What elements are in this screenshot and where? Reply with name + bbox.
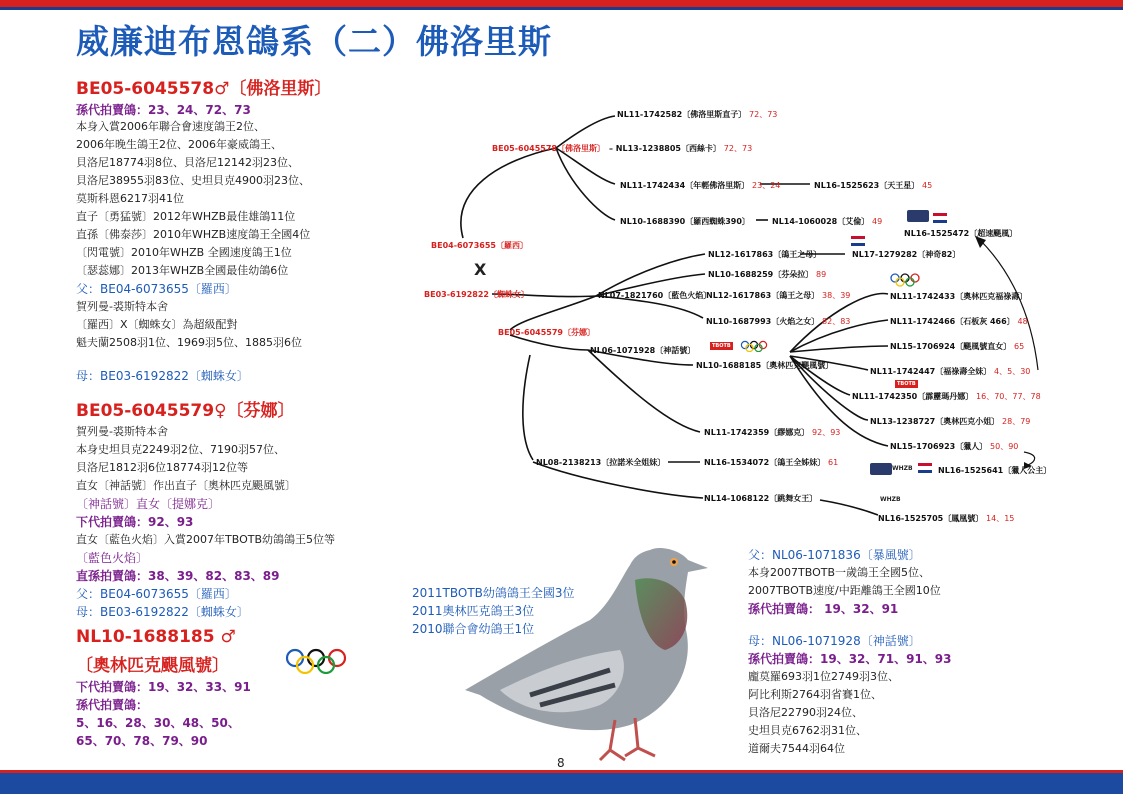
node-name: NL16-1525623〔天王星〕 bbox=[814, 181, 920, 190]
node-name: BE05-6045578〔佛洛里斯〕 bbox=[492, 144, 605, 153]
node-nl08-2138213 bbox=[536, 457, 665, 468]
desc-line: 2006年晚生鴿王2位、2006年豪威鴿王、 bbox=[76, 138, 282, 151]
node-name: NL10-1688390〔羅西蜘蛛390〕 bbox=[620, 217, 750, 226]
node-nl12-1617863-b bbox=[706, 290, 850, 301]
father-line: 父：BE04-6073655〔羅西〕 bbox=[76, 587, 237, 601]
tbotb-logo: TBOTB bbox=[897, 381, 916, 387]
node-nums: 72、73 bbox=[723, 144, 753, 153]
desc-line: 貝洛尼38955羽83位、史坦貝克4900羽23位、 bbox=[76, 174, 310, 187]
desc-line: 莫斯科恩6217羽41位 bbox=[76, 192, 184, 205]
node-name: NL13-1238727〔奧林匹克小姐〕 bbox=[870, 417, 1000, 426]
node-nums: 48 bbox=[1017, 317, 1028, 326]
desc-line: 直女〔藍色火焰〕入賞2007年TBOTB幼鴿鴿王5位等 bbox=[76, 533, 335, 546]
desc-line: 〔瑟蕊娜〕2013年WHZB全國最佳幼鴿6位 bbox=[76, 264, 289, 277]
node-name: NL16-1534072〔鴿王全姊妹〕 bbox=[704, 458, 826, 467]
blue-fire-line: 〔藍色火焰〕 bbox=[76, 551, 149, 565]
node-name: NL16-1525472〔超速颶風〕 bbox=[904, 229, 1018, 238]
dutch-flag-icon bbox=[933, 213, 947, 223]
node-name: NL16-1525641〔獵人公主〕 bbox=[938, 466, 1052, 475]
node-nl16-1525472 bbox=[904, 228, 1017, 239]
node-nums: 14、15 bbox=[986, 514, 1015, 523]
page-number: 8 bbox=[557, 756, 565, 770]
node-nums: 16、70、77、78 bbox=[976, 392, 1041, 401]
node-be03-6192822 bbox=[424, 289, 529, 300]
node-name: BE03-6192822〔蜘蛛女〕 bbox=[424, 290, 529, 299]
olympic-rings-icon bbox=[740, 340, 768, 352]
breeder-line: 賀列曼-裘斯特本舍 bbox=[76, 300, 168, 313]
grand-label: 孫代拍賣鴿： bbox=[76, 698, 149, 712]
caption-line: 2011TBOTB幼鴿鴿王全國3位 bbox=[412, 586, 575, 600]
node-nl15-1706923 bbox=[890, 441, 1018, 452]
node-nums: 49 bbox=[872, 217, 883, 226]
mother-line: 母：BE03-6192822〔蜘蛛女〕 bbox=[76, 369, 249, 383]
desc-line: 〔閃電號〕2010年WHZB 全國速度鴿王1位 bbox=[76, 246, 292, 259]
mother-desc: 史坦貝克6762羽31位、 bbox=[748, 724, 867, 737]
node-name: NL10-1688185〔奧林匹克颶風號〕 bbox=[696, 361, 834, 370]
desc-line: 本身入賞2006年聯合會速度鴿王2位、 bbox=[76, 120, 265, 133]
node-nl11-1742582 bbox=[617, 109, 777, 120]
node-nl07-1821760 bbox=[598, 290, 711, 301]
auction-label: 孫代拍賣鴿：23、24、72、73 bbox=[76, 103, 251, 117]
pigeon-photo bbox=[460, 520, 720, 770]
mother-line: 母：NL06-1071928〔神話號〕 bbox=[748, 634, 921, 648]
node-nl11-1742433 bbox=[890, 291, 1027, 302]
node-name: NL14-1060028〔艾倫〕 bbox=[772, 217, 870, 226]
node-nl11-1742447 bbox=[870, 366, 1030, 377]
node-nl11-1742434 bbox=[620, 180, 780, 191]
node-nums: 38、39 bbox=[822, 291, 851, 300]
grand-line: 5、16、28、30、48、50、 bbox=[76, 716, 240, 730]
section-heading: BE05-6045578♂〔佛洛里斯〕 bbox=[76, 79, 332, 99]
node-nums: 82、83 bbox=[822, 317, 851, 326]
node-name: BE04-6073655〔羅西〕 bbox=[431, 241, 528, 250]
node-nl10-1688259 bbox=[708, 269, 826, 280]
caption-line: 2010聯合會幼鴿王1位 bbox=[412, 622, 535, 636]
desc-line: 貝洛尼1812羽6位18774羽12位等 bbox=[76, 461, 248, 474]
node-name: NL11-1742359〔繆娜克〕 bbox=[704, 428, 810, 437]
node-nl16-1525623 bbox=[814, 180, 932, 191]
node-nl11-1742359 bbox=[704, 427, 840, 438]
node-name: NL12-1617863〔鴿王之母〕 bbox=[706, 291, 820, 300]
whzb-label: WHZB bbox=[880, 496, 901, 503]
whzb-logo-icon bbox=[907, 210, 929, 222]
cross-symbol: X bbox=[474, 260, 487, 279]
tbotb-logo: TBOTB bbox=[712, 343, 731, 349]
olympic-rings-icon bbox=[890, 273, 920, 287]
node-name: – NL13-1238805〔西絲卡〕 bbox=[609, 144, 721, 153]
node-nl14-1060028 bbox=[772, 216, 882, 227]
desc-line: 本身史坦貝克2249羽2位、7190羽57位、 bbox=[76, 443, 285, 456]
node-name: NL11-1742434〔年輕佛洛里斯〕 bbox=[620, 181, 750, 190]
photo-caption bbox=[412, 584, 575, 638]
section-subheading: 〔奧林匹克颶風號〕 bbox=[76, 656, 229, 676]
node-nums: 89 bbox=[816, 270, 827, 279]
desc-line: 直子〔勇猛號〕2012年WHZB最佳雄鴿11位 bbox=[76, 210, 296, 223]
node-nl16-1525641 bbox=[938, 465, 1051, 476]
granddaughter-line: 〔神話號〕直女〔提娜克〕 bbox=[76, 497, 221, 511]
desc-line: 賀列曼-裘斯特本舍 bbox=[76, 425, 168, 438]
dutch-flag-icon bbox=[851, 236, 865, 246]
node-name: NL08-2138213〔拉諾米全姐妹〕 bbox=[536, 458, 666, 467]
results-line: 魁夫蘭2508羽1位、1969羽5位、1885羽6位 bbox=[76, 336, 302, 349]
father-auction: 孫代拍賣鴿： 19、32、91 bbox=[748, 602, 899, 616]
mother-desc: 阿比利斯2764羽省賽1位、 bbox=[748, 688, 882, 701]
node-nums: 4、5、30 bbox=[994, 367, 1031, 376]
section-heading: NL10-1688185 ♂ bbox=[76, 627, 236, 647]
node-be04-6073655 bbox=[431, 240, 528, 251]
node-name: BE05-6045579〔芬娜〕 bbox=[498, 328, 595, 337]
node-name: NL06-1071928〔神話號〕 bbox=[590, 346, 696, 355]
node-nums: 92、93 bbox=[812, 428, 841, 437]
node-nl10-1688185 bbox=[696, 360, 833, 371]
node-nl16-1534072 bbox=[704, 457, 838, 468]
mother-line: 母：BE03-6192822〔蜘蛛女〕 bbox=[76, 605, 249, 619]
node-name: NL07-1821760〔藍色火焰〕 bbox=[598, 291, 712, 300]
mother-desc: 龐莫羅693羽1位2749羽3位、 bbox=[748, 670, 899, 683]
mother-auction: 孫代拍賣鴿：19、32、71、91、93 bbox=[748, 652, 952, 666]
father-line: 父：BE04-6073655〔羅西〕 bbox=[76, 282, 237, 296]
mother-desc: 道爾夫7544羽64位 bbox=[748, 742, 845, 755]
node-nl11-1742466 bbox=[890, 316, 1028, 327]
parents-section bbox=[748, 546, 952, 758]
pairing-line: 〔羅西〕X〔蜘蛛女〕為超級配對 bbox=[76, 318, 238, 331]
direct-auction: 直孫拍賣鴿：38、39、82、83、89 bbox=[76, 569, 280, 583]
node-name: NL12-1617863〔鴿王之母〕 bbox=[708, 250, 822, 259]
caption-line: 2011奧林匹克鴿王3位 bbox=[412, 604, 535, 618]
page-title: 威廉迪布恩鴿系（二）佛洛里斯 bbox=[76, 22, 552, 61]
desc-line: 貝洛尼18774羽8位、貝洛尼12142羽23位、 bbox=[76, 156, 299, 169]
father-desc: 2007TBOTB速度/中距離鴿王全國10位 bbox=[748, 584, 941, 597]
node-nums: 50、90 bbox=[990, 442, 1019, 451]
node-name: NL11-1742582〔佛洛里斯直子〕 bbox=[617, 110, 747, 119]
whzb-logo-icon bbox=[870, 463, 892, 475]
section-heading: BE05-6045579♀〔芬娜〕 bbox=[76, 401, 295, 421]
father-desc: 本身2007TBOTB一歲鴿王全國5位、 bbox=[748, 566, 930, 579]
node-nl11-1742350 bbox=[852, 391, 1041, 402]
node-nums: 65 bbox=[1014, 342, 1025, 351]
node-nums: 23、24 bbox=[752, 181, 781, 190]
node-nl10-1688390 bbox=[620, 216, 750, 227]
node-name: NL11-1742433〔奧林匹克福祿壽〕 bbox=[890, 292, 1028, 301]
node-nl13-1238727 bbox=[870, 416, 1030, 427]
node-name: NL14-1068122〔跳舞女王〕 bbox=[704, 494, 818, 503]
node-nums: 72、73 bbox=[749, 110, 778, 119]
node-name: NL10-1687993〔火焰之女〕 bbox=[706, 317, 820, 326]
node-nl10-1687993 bbox=[706, 316, 850, 327]
node-nums: 61 bbox=[828, 458, 839, 467]
node-name: NL11-1742350〔霹靂瑪丹娜〕 bbox=[852, 392, 974, 401]
node-nl14-1068122 bbox=[704, 493, 817, 504]
node-nl15-1706924 bbox=[890, 341, 1024, 352]
node-nl13-1238805 bbox=[609, 143, 752, 154]
node-nl06-1071928 bbox=[590, 345, 695, 356]
node-nums: 28、79 bbox=[1002, 417, 1031, 426]
node-name: NL10-1688259〔芬朵拉〕 bbox=[708, 270, 814, 279]
node-name: NL11-1742447〔福祿壽全妹〕 bbox=[870, 367, 992, 376]
node-be05-6045579 bbox=[498, 327, 595, 338]
mother-desc: 貝洛尼22790羽24位、 bbox=[748, 706, 863, 719]
dutch-flag-icon bbox=[918, 463, 932, 473]
node-name: NL16-1525705〔鳳凰號〕 bbox=[878, 514, 984, 523]
node-name: NL15-1706924〔颶風號直女〕 bbox=[890, 342, 1012, 351]
node-be05-6045578 bbox=[492, 143, 605, 154]
node-nl17-1279282 bbox=[852, 249, 960, 260]
node-nl12-1617863-a bbox=[708, 249, 821, 260]
node-nums: 45 bbox=[922, 181, 933, 190]
desc-line: 直孫〔佛泰莎〕2010年WHZB速度鴿王全國4位 bbox=[76, 228, 311, 241]
desc-auction: 下代拍賣鴿：19、32、33、91 bbox=[76, 680, 251, 694]
desc-line: 直女〔神話號〕作出直子〔奧林匹克颶風號〕 bbox=[76, 479, 296, 492]
node-name: NL15-1706923〔獵人〕 bbox=[890, 442, 988, 451]
node-name: NL17-1279282〔神奇82〕 bbox=[852, 250, 961, 259]
father-line: 父：NL06-1071836〔暴風號〕 bbox=[748, 548, 921, 562]
desc-auction: 下代拍賣鴿：92、93 bbox=[76, 515, 194, 529]
whzb-label: WHZB bbox=[892, 465, 913, 472]
node-name: NL11-1742466〔石板灰 466〕 bbox=[890, 317, 1015, 326]
node-nl16-1525705 bbox=[878, 513, 1014, 524]
grand-line: 65、70、78、79、90 bbox=[76, 734, 208, 748]
